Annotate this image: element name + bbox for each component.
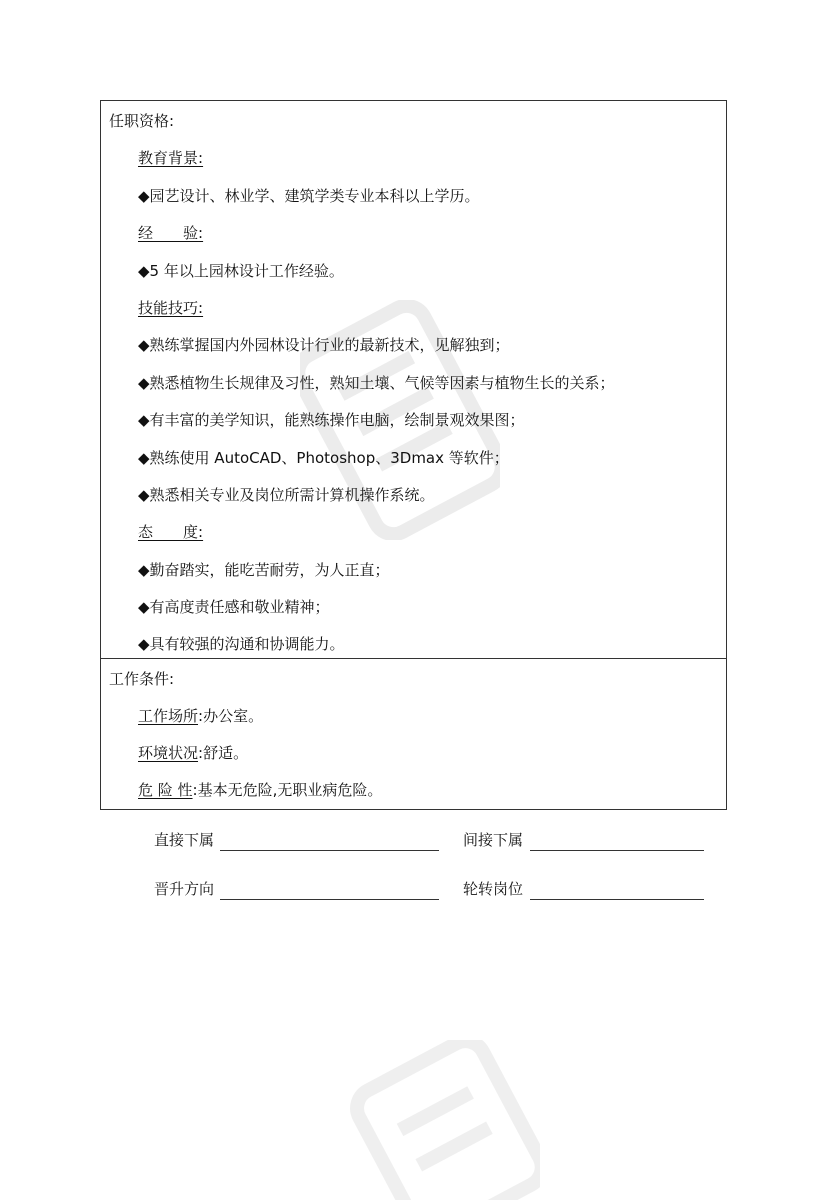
indirect-subordinate-label: 间接下属	[463, 831, 524, 849]
education-heading-row	[101, 147, 726, 184]
education-heading-colon: :	[198, 149, 204, 168]
condition-row	[101, 742, 726, 779]
condition-value: :基本无危险,无职业病危险。	[192, 781, 383, 799]
experience-item: ◆5 年以上园林设计工作经验。	[138, 261, 344, 280]
attitude-heading: 态 度	[138, 523, 199, 542]
condition-label: 危 险 性	[138, 781, 193, 799]
watermark-graphic-bottom	[340, 1040, 540, 1200]
footer-row-career	[154, 878, 714, 902]
skills-item: ◆有丰富的美学知识，能熟练操作电脑，绘制景观效果图；	[138, 411, 525, 430]
indirect-subordinate-line[interactable]	[530, 850, 704, 851]
skills-heading-colon: :	[198, 298, 204, 317]
rotation-position-line[interactable]	[530, 899, 704, 900]
experience-heading: 经 验	[138, 224, 199, 243]
skills-item: ◆熟悉相关专业及岗位所需计算机操作系统。	[138, 485, 435, 504]
qualifications-section	[101, 101, 726, 658]
job-requirements-table	[100, 100, 727, 810]
condition-label: 工作场所	[138, 707, 199, 725]
condition-value: :办公室。	[198, 707, 264, 725]
attitude-item: ◆具有较强的沟通和协调能力。	[138, 635, 345, 654]
education-item: ◆园艺设计、林业学、建筑学类专业本科以上学历。	[138, 186, 480, 205]
attitude-item: ◆有高度责任感和敬业精神；	[138, 598, 330, 617]
experience-heading-row	[101, 222, 726, 259]
experience-heading-colon: :	[198, 224, 204, 243]
rotation-position-label: 轮转岗位	[463, 880, 524, 898]
skills-item: ◆熟练使用 AutoCAD、Photoshop、3Dmax 等软件；	[138, 448, 509, 467]
skills-heading: 技能技巧	[138, 298, 199, 317]
condition-row	[101, 705, 726, 742]
direct-subordinate-label: 直接下属	[154, 831, 215, 849]
qualifications-title: 任职资格:	[109, 112, 175, 130]
condition-label: 环境状况	[138, 744, 199, 762]
attitude-item: ◆勤奋踏实，能吃苦耐劳，为人正直；	[138, 560, 390, 579]
education-heading: 教育背景	[138, 149, 199, 168]
condition-row	[101, 779, 726, 816]
skills-item: ◆熟悉植物生长规律及习性，熟知土壤、气候等因素与植物生长的关系；	[138, 373, 615, 392]
direct-subordinate-line[interactable]	[220, 850, 439, 851]
skills-heading-row	[101, 297, 726, 334]
condition-value: :舒适。	[198, 744, 249, 762]
working-conditions-section	[101, 658, 726, 809]
footer-row-subordinates	[154, 829, 714, 853]
promotion-path-label: 晋升方向	[154, 880, 215, 898]
attitude-heading-colon: :	[198, 523, 204, 542]
promotion-path-line[interactable]	[220, 899, 439, 900]
attitude-heading-row	[101, 521, 726, 558]
skills-item: ◆熟练掌握国内外园林设计行业的最新技术，见解独到；	[138, 336, 510, 355]
working-conditions-title: 工作条件:	[109, 670, 175, 688]
